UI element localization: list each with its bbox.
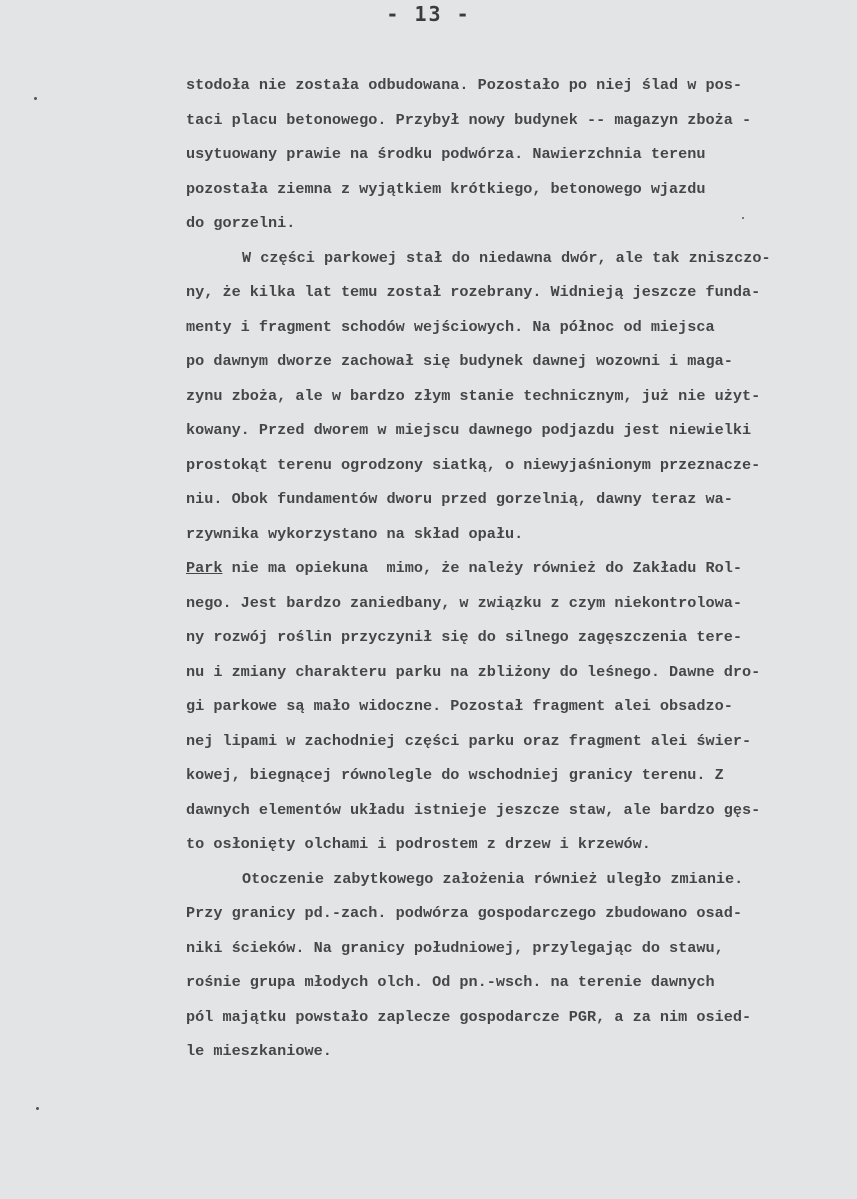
text-line: kowany. Przed dworem w miejscu dawnego podjazdu jest niewielki (186, 421, 752, 439)
text-line: rośnie grupa młodych olch. Od pn.-wsch. na terenie dawnych (186, 973, 715, 991)
document-body (186, 68, 851, 1069)
text-line: do gorzelni. (186, 214, 296, 232)
text-line: menty i fragment schodów wejściowych. Na północ od miejsca (186, 317, 715, 336)
text-line: niu. Obok fundamentów dworu przed gorzelnią, dawny teraz wa- (186, 490, 733, 508)
text-line: pól majątku powstało zaplecze gospodarcze PGR, a za nim osied- (186, 1007, 752, 1026)
text-line: nego. Jest bardzo zaniedbany, w związku z czym niekontrolowa- (186, 593, 742, 612)
text-line: taci placu betonowego. Przybył nowy budynek -- magazyn zboża - (186, 110, 752, 129)
text-line: pozostała ziemna z wyjątkiem krótkiego, betonowego wjazdu (186, 179, 706, 198)
margin-speck (34, 97, 37, 100)
text-line: Przy granicy pd.-zach. podwórza gospodarczego zbudowano osad- (186, 904, 742, 922)
paragraph-manor (186, 241, 851, 552)
page-number: - 13 - (386, 2, 471, 26)
paragraph-farmyard (186, 68, 851, 241)
text-line: W części parkowej stał do niedawna dwór, ale tak zniszczo- (242, 248, 771, 267)
text-line: stodoła nie została odbudowana. Pozostało po niej ślad w pos- (186, 76, 742, 94)
text-line: to osłonięty olchami i podrostem z drzew i krzewów. (186, 835, 651, 853)
text-line: gi parkowe są mało widoczne. Pozostał fragment alei obsadzo- (186, 697, 733, 715)
text-line: kowej, biegnącej równolegle do wschodniej granicy terenu. Z (186, 766, 724, 784)
paragraph-surroundings (186, 862, 851, 1069)
text-line (186, 551, 851, 586)
text-line: po dawnym dworze zachował się budynek dawnej wozowni i maga- (186, 352, 733, 370)
paragraph-park (186, 551, 851, 862)
text-line: usytuowany prawie na środku podwórza. Nawierzchnia terenu (186, 145, 706, 163)
text-line: rzywnika wykorzystano na skład opału. (186, 524, 524, 543)
text-line: nu i zmiany charakteru parku na zbliżony do leśnego. Dawne dro- (186, 662, 761, 681)
text-line: zynu zboża, ale w bardzo złym stanie technicznym, już nie użyt- (186, 386, 761, 405)
section-heading-park: Park (186, 559, 223, 577)
text-line: prostokąt terenu ogrodzony siatką, o niewyjaśnionym przeznacze- (186, 455, 761, 474)
text-line: niki ścieków. Na granicy południowej, przylegając do stawu, (186, 938, 724, 957)
margin-speck (36, 1107, 39, 1110)
text-line: Otoczenie zabytkowego założenia również uległo zmianie. (242, 869, 744, 888)
text-line: nej lipami w zachodniej części parku oraz fragment alei świer- (186, 731, 752, 750)
text-line: dawnych elementów układu istnieje jeszcze staw, ale bardzo gęs- (186, 800, 761, 819)
text-line-rest: nie ma opiekuna mimo, że należy również do Zakładu Rol- (222, 559, 742, 577)
text-line: le mieszkaniowe. (186, 1042, 332, 1060)
text-line: ny rozwój roślin przyczynił się do silnego zagęszczenia tere- (186, 628, 742, 646)
text-line: ny, że kilka lat temu został rozebrany. Widnieją jeszcze funda- (186, 283, 761, 301)
